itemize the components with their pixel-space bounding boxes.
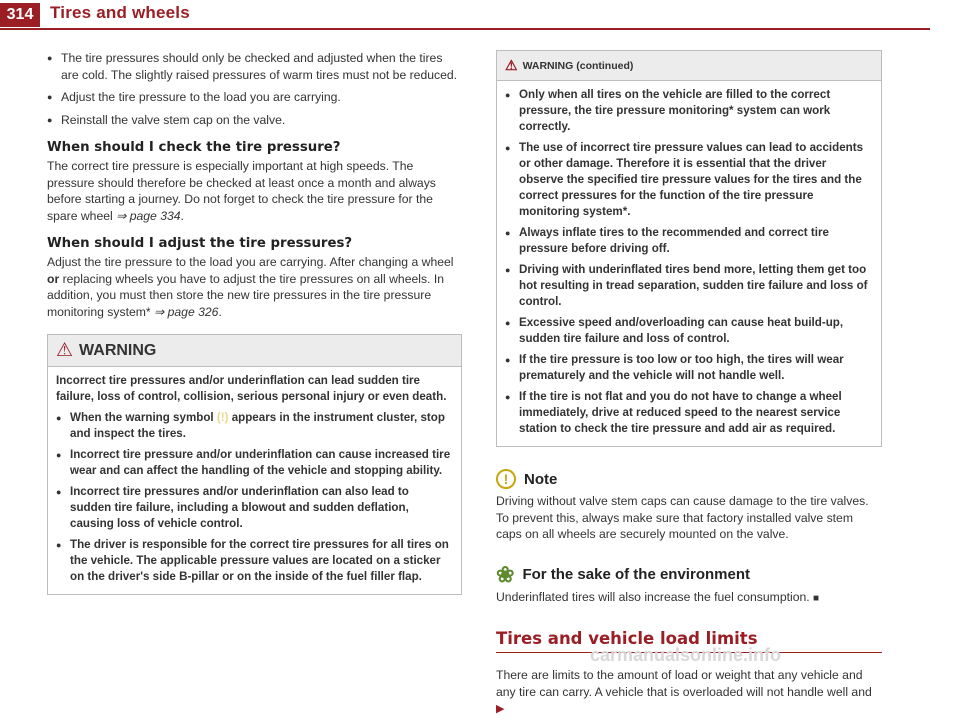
section-title-load-limits: Tires and vehicle load limits (496, 629, 882, 653)
warning-box (47, 334, 462, 595)
page-reference-link[interactable]: ⇒ page 326 (154, 304, 219, 319)
warning-triangle-icon: ⚠ (505, 57, 518, 73)
tire-pressure-warning-icon: (!) (216, 411, 229, 424)
paragraph-text: Adjust the tire pressure to the load you are carrying. After changing a wheel (47, 255, 454, 269)
list-item: ● Only when all tires on the vehicle are filled to the correct pressure, the tire pressure monitoring* system can work correctly. (505, 87, 873, 135)
environment-text (496, 589, 882, 608)
list-item: ● If the tire is not flat and you do not have to change a wheel immediately, drive at reduced speed to the nearest service station to check the tire pressure and add air as required. (505, 389, 873, 437)
warning-continued-box (496, 50, 882, 447)
list-item: ● Driving with underinflated tires bend more, letting them get too hot resulting in tread separation, sudden tire failure and loss of control. (505, 262, 873, 310)
warning-continued-label: WARNING (continued) (522, 59, 634, 72)
note-header (496, 469, 882, 489)
environment-body: Underinflated tires will also increase the fuel consumption. (496, 589, 810, 604)
right-column (496, 50, 882, 724)
list-item: ● If the tire pressure is too low or too high, the tires will wear prematurely and the vehicle will not handle well. (505, 352, 873, 384)
list-item: ● Reinstall the valve stem cap on the valve. (47, 112, 462, 129)
warning-text: appears in the instrument cluster, stop and inspect the tires. (70, 411, 445, 440)
list-item: ● Incorrect tire pressure and/or underinflation can cause increased tire wear and can affect the handling of the vehicle and stopping ability. (56, 447, 453, 479)
list-item (56, 410, 453, 442)
paragraph-adjust: Adjust the tire pressure to the load you are carrying. After changing a wheel or replacing wheels you have to adjust the tire pressures on all wheels. In addition, you must then store the new tire pressures in the tire pressure monitoring system* ⇒ page 326. (47, 255, 454, 319)
note-icon: ! (496, 469, 516, 489)
header-rule (0, 28, 930, 30)
emphasis-or: or (47, 271, 60, 286)
warning-label: WARNING (79, 341, 157, 359)
end-of-section-icon: ■ (813, 592, 820, 604)
paragraph-text: replacing wheels you have to adjust the tire pressures on all wheels. In addition, you must then store the new tire pressures in the tire pressure monitoring system* (47, 271, 444, 319)
environment-header (496, 561, 882, 587)
page-header (0, 0, 960, 28)
warning-header (48, 335, 461, 367)
section-heading-check: When should I check the tire pressure? (47, 140, 341, 155)
page-title: Tires and wheels (50, 3, 190, 22)
list-item: ● The use of incorrect tire pressure values can lead to accidents or other damage. Therefore it is essential that the driver observe the specified tire pressure values for the tires and the correct pressures for the function of the tire pressure monitoring system*. (505, 140, 873, 220)
paragraph-text: The correct tire pressure is especially important at high speeds. The pressure should therefore be checked at least once a month and always before starting a journey. Do not forget to check the tire pressure for the spare wheel (47, 159, 436, 223)
warning-continued-body (497, 81, 881, 446)
warning-body (48, 367, 461, 594)
list-item: ● Adjust the tire pressure to the load you are carrying. (47, 89, 462, 106)
list-item: ● The tire pressures should only be checked and adjusted when the tires are cold. The slightly raised pressures of warm tires must not be reduced. (47, 50, 462, 83)
environment-flower-icon: ❀ (496, 561, 515, 587)
list-item: ● The driver is responsible for the correct tire pressures for all tires on the vehicle. The applicable pressure values are located on a sticker on the driver's side B-pillar or on the inside of the fuel filler flap. (56, 537, 453, 585)
list-item: ● Incorrect tire pressures and/or underinflation can also lead to sudden tire failure, including a blowout and sudden deflation, causing loss of vehicle control. (56, 484, 453, 532)
list-item: ● Always inflate tires to the recommended and correct tire pressure before driving off. (505, 225, 873, 257)
warning-continued-header (497, 51, 881, 81)
paragraph-check: The correct tire pressure is especially important at high speeds. The pressure should therefore be checked at least once a month and always before starting a journey. Do not forget to check the tire pressure for the spare wheel ⇒ page 334. (47, 159, 436, 223)
note-label: Note (524, 470, 558, 488)
environment-label: For the sake of the environment (522, 566, 750, 583)
section-intro (496, 667, 882, 718)
continue-arrow-icon: ▶ (496, 703, 505, 715)
page-reference-link[interactable]: ⇒ page 334 (116, 208, 181, 223)
warning-intro: Incorrect tire pressures and/or underinflation can lead sudden tire failure, loss of control, collision, serious personal injury or even death. (56, 374, 447, 403)
section-heading-adjust: When should I adjust the tire pressures? (47, 236, 353, 251)
left-column (47, 50, 462, 595)
warning-text: When the warning symbol (70, 411, 217, 424)
warning-triangle-icon: ⚠ (56, 340, 74, 361)
note-text: Driving without valve stem caps can cause damage to the tire valves. To prevent this, always make sure that factory installed valve stem caps on all wheels are securely mounted on the valve. (496, 494, 869, 541)
page-number: 314 (0, 3, 40, 27)
section-intro-text: There are limits to the amount of load or weight that any vehicle and any tire can carry. A vehicle that is overloaded will not handle well and (496, 668, 872, 699)
watermark: carmanualsonline.info (590, 645, 782, 665)
list-item: ● Excessive speed and/overloading can cause heat build-up, sudden tire failure and loss of control. (505, 315, 873, 347)
